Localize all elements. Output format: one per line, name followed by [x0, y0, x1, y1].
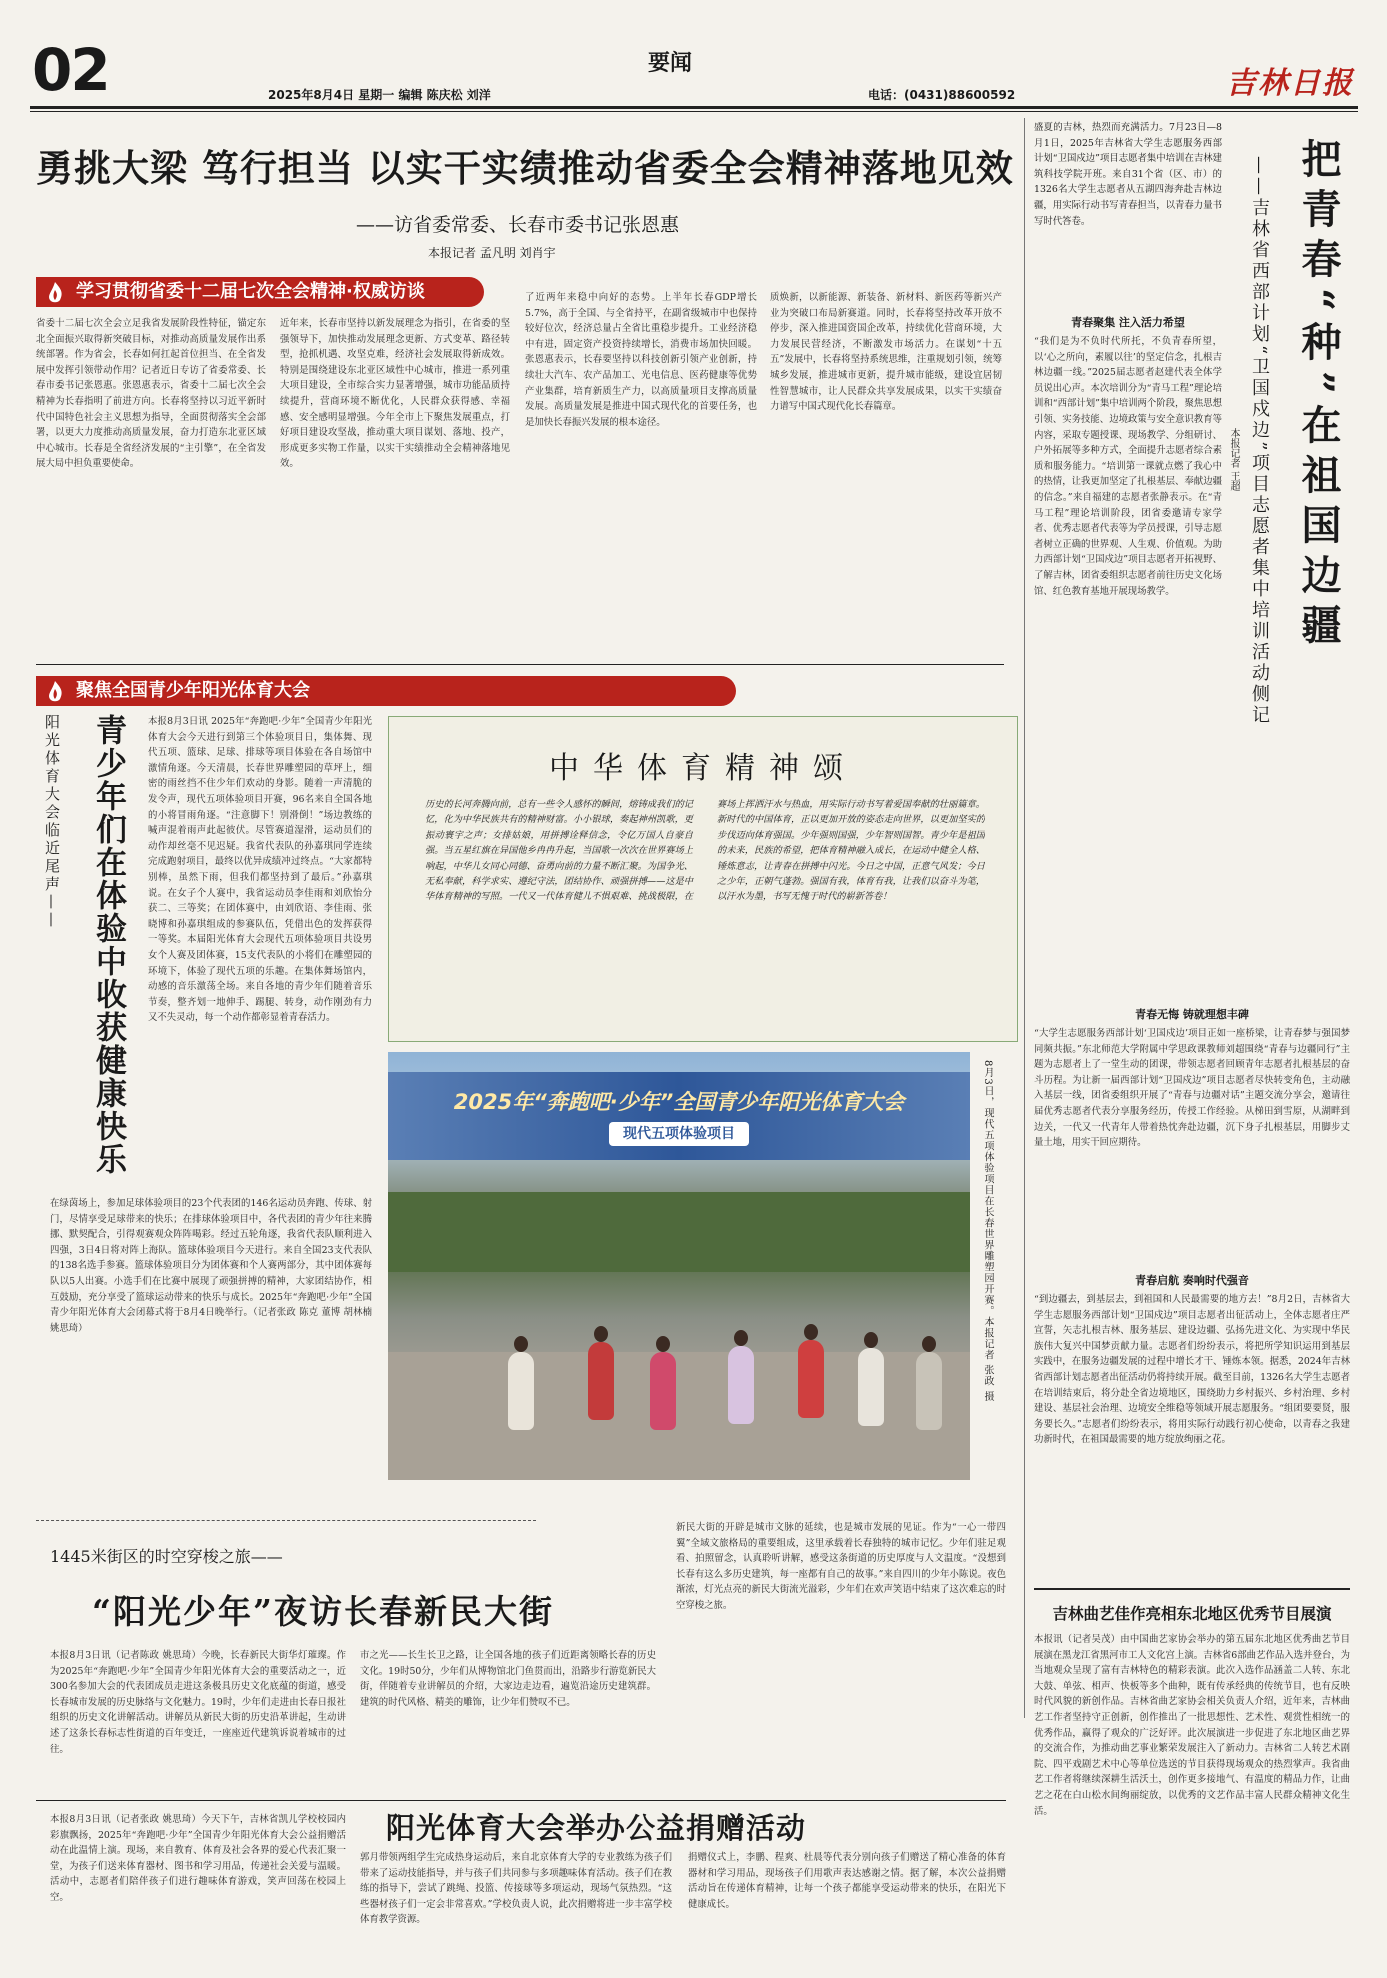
night-headline: “阳光少年”夜访长春新民大街: [92, 1592, 554, 1631]
charity-headline: 阳光体育大会举办公益捐赠活动: [386, 1811, 807, 1845]
photo-banner-sub: 现代五项体验项目: [609, 1122, 749, 1146]
charity-col-3: 捐赠仪式上，李鹏、程爽、杜晨等代表分别向孩子们赠送了精心准备的体育器材和学习用品，现场孩子们用歌声表达感谢之情。据了解，本次公益捐赠活动旨在传递体育精神，让每一个孩子都能享受运动带来的快乐，在阳光下健康成长。: [688, 1852, 1006, 1910]
right-column-divider: [1024, 118, 1025, 1718]
lead-byline: 本报记者 孟凡明 刘肖宇: [428, 246, 556, 260]
games-col-1: 本报8月3日讯 2025年“奔跑吧·少年”全国青少年阳光体育大会今天进行到第三个体验项目日，集体舞、现代五项、篮球、足球、排球等项目体验在各自场馆中激情角逐。今天清晨，长春世界雕塑园的草坪上，细密的雨丝挡不住少年们欢动的身影。随着一声清脆的发令声，现代五项体验项目开赛，96名来自全国各地的小将冒雨角逐。“注意脚下！别滑倒！”场边教练的喊声混着雨声此起彼伏。尽管赛道湿滑，运动员们的动作却丝毫不见迟疑。我省代表队的孙嘉琪同学连续完成跑射项目，最终以优异成绩冲过终点。“大家都特别棒，虽然下雨，但我们都坚持到了最后。”孙嘉琪说。在女子个人赛中，我省运动员李佳雨和刘欣怡分获二、三等奖；在团体赛中，由刘欣语、李佳雨、张晓博和孙嘉琪组成的参赛队伍，凭借出色的发挥获得一等奖。本届阳光体育大会现代五项体验项目共设男女个人赛及团体赛，15支代表队的小将们在雕塑园的环境下，体验了现代五项的乐趣。在集体舞场馆内，动感的音乐激荡全场。来自各地的青少年们随着音乐节奏，整齐划一地伸手、踢腿、转身，动作刚劲有力又不失灵动，每一个动作都彰显着青春活力。: [148, 716, 372, 1024]
poem-body: 历史的长河奔腾向前，总有一些令人感怀的瞬间，熔铸成我们的记忆，化为中华民族共有的精神财富。小小银球，奏起神州凯歌，更振动寰宇之声；女排姑娘，用拼搏诠释信念，令亿万国人自豪自强。当五星红旗在异国他乡冉冉升起，当国歌一次次在世界赛场上响起，中华儿女同心同德、奋勇向前的力量不断汇聚。为国争光、无私奉献，科学求实、遵纪守法，团结协作、顽强拼搏——这是中华体育精神的写照。一代又一代体育健儿不惧艰难、挑战极限，在赛场上挥洒汗水与热血，用实际行动书写着爱国奉献的壮丽篇章。新时代的中国体育，正以更加开放的姿态走向世界，以更加坚实的步伐迈向体育强国。少年强则国强，少年智则国智。青少年是祖国的未来，民族的希望，把体育精神融入成长，在运动中健全人格、锤炼意志，让青春在拼搏中闪光。今日之中国，正意气风发；今日之少年，正朝气蓬勃。强国有我，体育有我，让我们以奋斗为笔，以汗水为墨，书写无愧于时代的崭新答卷！: [425, 799, 985, 903]
right-heading-3: 青春启航 奏响时代强音: [1135, 1274, 1249, 1287]
lead-col-3: 了近两年来稳中向好的态势。上半年长春GDP增长5.7%，高于全国、与全省持平，在副省级城市中也保持较好位次，经济总量占全省比重稳步提升。工业经济稳中有进，固定资产投资持续增长，消费市场加快回暖。张恩惠表示，长春要坚持以科技创新引领产业创新，持续壮大汽车、农产品加工、光电信息、医药健康等优势产业集群，培育新质生产力，以高质量项目支撑高质量发展。高质量发展是推进中国式现代化的首要任务，也是加快长春振兴发展的根本途径。: [525, 292, 757, 428]
runner-figure: [588, 1342, 614, 1420]
lead-col-1: 省委十二届七次全会立足我省发展阶段性特征，锚定东北全面振兴取得新突破目标，对推动高质量发展作出系统部署。作为省会，长春如何扛起首位担当、在全省发展中发挥引领带动作用？记者近日专访了省委常委、长春市委书记张恩惠。张恩惠表示，省委十二届七次全会精神为长春指明了前进方向。长春将坚持以习近平新时代中国特色社会主义思想为指导，全面贯彻落实全会部署，以更大力度推动高质量发展，奋力打造东北亚区域中心城市。长春是全省经济发展的“主引擎”，在全省发展大局中担负重要使命。: [36, 318, 266, 470]
night-col-3: 新民大街的开辟是城市文脉的延续，也是城市发展的见证。作为“一心一带四翼”全域文旅格局的重要组成，这里承载着长春独特的城市记忆。少年们驻足观看、拍照留念，认真聆听讲解，感受这条街道的历史厚度与人文温度。“没想到长春有这么多历史建筑，每一座都有自己的故事。”来自四川的少年小陈说。夜色渐浓，灯光点亮的新民大街流光溢彩，少年们在欢声笑语中结束了这次难忘的时空穿梭之旅。: [676, 1522, 1006, 1611]
charity-col-2: 郭月带领两组学生完成热身运动后，来自北京体育大学的专业教练为孩子们带来了运动技能指导，并与孩子们共同参与多项趣味体育活动。孩子们在教练的指导下，尝试了跳绳、投篮、传接球等多项运动，现场气氛热烈。“这些器材孩子们一定会非常喜欢。”学校负责人说，此次捐赠将进一步丰富学校体育教学资源。: [360, 1852, 672, 1926]
photo-caption: 8月3日，现代五项体验项目在长春世界雕塑园开赛。本报记者 张政 摄: [982, 1060, 993, 1403]
runner-figure: [916, 1352, 942, 1430]
games-photo: [388, 1052, 970, 1480]
poem-title: 中华体育精神颂: [549, 751, 857, 786]
page-number: 02: [32, 36, 109, 104]
right-subhead: ——吉林省西部计划“卫国戍边”项目志愿者集中培训活动侧记: [1249, 156, 1270, 727]
games-kicker: 阳光体育大会临近尾声——: [43, 714, 61, 930]
photo-banner: [388, 1072, 970, 1160]
lead-headline: 勇挑大梁 笃行担当 以实干实绩推动省委全会精神落地见效: [36, 147, 1014, 190]
runner-figure: [728, 1346, 754, 1424]
night-col-2: 市之光——长生长卫之路，让全国各地的孩子们近距离领略长春的历史文化。19时50分，少年们从博物馆北门鱼贯而出，沿路步行游览新民大街，伴随着专业讲解员的介绍，大家边走边看，遍览沿途历史建筑群。建筑的时代风格、精美的雕饰，让少年们赞叹不已。: [360, 1650, 656, 1708]
opera-headline: 吉林曲艺佳作亮相东北地区优秀节目展演: [1052, 1605, 1332, 1623]
right-para-1: “我们是为不负时代所托，不负青春所望，以‘心之所向，素履以往’的坚定信念，扎根吉林边疆一线。”2025届志愿者赵建代表全体学员说出心声。本次培训分为“青马工程”理论培训和“西部计划”集中培训两个阶段，聚焦思想引领、实务技能、边境政策与安全意识教育等内容，采取专题授课、现场教学、分组研讨、户外拓展等多种方式，全面提升志愿者综合素质和服务能力。“培训第一课就点燃了我心中的热情，让我更加坚定了扎根基层、奉献边疆的信念。”来自福建的志愿者张静表示。在“青马工程”理论培训阶段，团省委邀请专家学者、优秀志愿者代表等为学员授课，引导志愿者树立正确的世界观、人生观、价值观。为助力西部计划“卫国戍边”项目志愿者开拓视野、了解吉林，团省委组织志愿者前往历史文化场馆、红色教育基地开展现场教学。: [1034, 336, 1222, 597]
lead-col-2: 近年来，长春市坚持以新发展理念为指引，在省委的坚强领导下，加快推动发展理念更新、方式变革、路径转型，抢抓机遇、攻坚克难，经济社会发展取得新成效。特别是围绕建设东北亚区域性中心城市，推进一系列重大项目建设，全市综合实力显著增强，城市功能品质持续提升，营商环境不断优化，人民群众获得感、幸福感、安全感明显增强。今年全市上下聚焦发展重点，打好项目建设攻坚战，推动重大项目谋划、落地、投产，形成更多实物工作量，以实干实绩推动全会精神落地见效。: [280, 318, 510, 470]
section-title: 要闻: [648, 51, 693, 76]
right-para-3: “到边疆去，到基层去，到祖国和人民最需要的地方去！”8月2日，吉林省大学生志愿服务西部计划“卫国戍边”项目志愿者出征活动上，全体志愿者庄严宣誓，矢志扎根吉林、服务基层、建设边疆、弘扬先进文化、为实现中华民族伟大复兴中国梦贡献力量。志愿者们纷纷表示，将把所学知识运用到基层实践中，在服务边疆发展的过程中增长才干、锤炼本领。据悉，2024年吉林省西部计划志愿者出征活动仍将持续开展。截至目前，1326名大学生志愿者在培训结束后，将分赴全省边境地区，围绕助力乡村振兴、乡村治理、乡村建设、基层社会治理、边境安全维稳等领域开展志愿服务。“组团要要贤，服务要长久。”志愿者们纷纷表示，将用实际行动践行初心使命，以青春之我建功新时代，在祖国最需要的地方绽放绚丽之花。: [1034, 1294, 1350, 1446]
right-para-2: “大学生志愿服务西部计划‘卫国戍边’项目正如一座桥梁，让青春梦与强国梦同频共振。”东北师范大学附属中学思政课教师刘超围绕“青春与边疆同行”主题为志愿者上了一堂生动的团课，带领志愿者回顾青年志愿者扎根基层的奋斗历程。为让新一届西部计划“卫国戍边”项目志愿者尽快转变角色，主动融入基层一线，团省委组织开展了“青春与边疆对话”主题交流分享会，邀请往届优秀志愿者代表分享服务经历，传授工作经验。从梯田到雪原，从湖畔到边关，一代又一代青年人带着热忱奔赴边疆，沉下身子扎根基层，用脚步丈量土地，用实干回应期待。: [1034, 1028, 1350, 1149]
lead-section-banner-text: 学习贯彻省委十二届七次全会精神·权威访谈: [76, 281, 425, 302]
games-section-banner-text: 聚焦全国青少年阳光体育大会: [76, 680, 310, 701]
phone-line: 电话：(0431)88600592: [868, 88, 1016, 102]
night-col-1: 本报8月3日讯（记者陈政 姚思琦）今晚，长春新民大街华灯璀璨。作为2025年“奔跑吧·少年”全国青少年阳光体育大会的重要活动之一，近300名参加大会的代表团成员走进这条极具历史文化底蕴的街道，感受长春城市发展的历史脉络与文化魅力。19时，少年们走进由长春日报社组织的历史文化讲解活动。讲解员从新民大街的历史沿革讲起，生动讲述了这条长春标志性街道的百年变迁，一座座近代建筑诉说着城市的过往。: [50, 1650, 346, 1755]
opera-box: [1034, 1588, 1350, 1948]
poem-box: [388, 716, 1018, 1042]
games-col-2: 在绿茵场上，参加足球体验项目的23个代表团的146名运动员奔跑、传球、射门，尽情享受足球带来的快乐；在排球体验项目中，各代表团的青少年往来腾挪、默契配合，引得观赛观众阵阵喝彩。经过五轮角逐，我省代表队顺利进入四强，3日4日将对阵上海队。篮球体验项目今天进行。来自全国23支代表队的138名选手参赛。篮球体验项目分为团体赛和个人赛两部分，其中团体赛每队以5人出赛。小选手们在比赛中展现了顽强拼搏的精神，大家团结协作，相互鼓励，充分享受了篮球运动带来的快乐与成长。2025年“奔跑吧·少年”全国青少年阳光体育大会闭幕式将于8月4日晚举行。（记者张政 陈克 董博 胡林楠 姚思琦）: [50, 1198, 372, 1334]
right-heading-1: 青春聚集 注入活力希望: [1071, 316, 1185, 329]
masthead-rule: [30, 106, 1358, 109]
right-headline: 把青春“种”在祖国边疆: [1295, 138, 1342, 655]
runner-figure: [798, 1340, 824, 1418]
right-heading-2: 青春无悔 铸就理想丰碑: [1135, 1008, 1249, 1021]
opera-body: 本报讯（记者吴茂）由中国曲艺家协会举办的第五届东北地区优秀曲艺节目展演在黑龙江省黑河市工人文化宫上演。吉林省6部曲艺作品入选并登台，为当地观众呈现了富有吉林特色的精彩表演。此次入选作品涵盖二人转、东北大鼓、单弦、相声、快板等多个曲种，既有传承经典的传统节目，也有反映时代风貌的新创作品。吉林省曲艺家协会相关负责人介绍，近年来，吉林曲艺工作者坚持守正创新，创作推出了一批思想性、艺术性、观赏性相统一的优秀作品，赢得了观众的广泛好评。此次展演进一步促进了东北地区曲艺界的交流合作，为推动曲艺事业繁荣发展注入了新动力。吉林省二人转艺术剧院、四平戏剧艺术中心等单位选送的节目获得现场观众的热烈掌声。我省曲艺工作者将继续深耕生活沃土，创作更多接地气、有温度的精品力作，让曲艺之花在白山松水间绚丽绽放，以优秀的文艺作品丰富人民群众精神文化生活。: [1034, 1634, 1350, 1817]
right-intro: 盛夏的吉林，热烈而充满活力。7月23日—8月1日，2025年吉林省大学生志愿服务西部计划“卫国戍边”项目志愿者集中培训在吉林建筑科技学院开班。来自31个省（区、市）的1326名大学生志愿者从五湖四海奔赴吉林边疆，用实际行动书写青春担当，以青春力量书写时代答卷。: [1034, 122, 1222, 227]
photo-trees: [388, 1192, 970, 1272]
lead-subtitle: ——访省委常委、长春市委书记张恩惠: [356, 214, 680, 236]
newspaper-logo: 吉林日报: [1226, 66, 1354, 101]
runner-figure: [858, 1348, 884, 1426]
lead-bottom-rule: [36, 664, 1004, 665]
lead-col-4: 质焕新，以新能源、新装备、新材料、新医药等新兴产业为突破口布局新赛道。同时，长春将坚持改革开放不停步，深入推进国资国企改革，持续优化营商环境，大力发展民营经济，不断激发市场活力。在谋划“十五五”发展中，长春将坚持系统思维，注重规划引领，统筹城乡发展，推进城市更新，提升城市能级，建设宜居韧性智慧城市，让人民群众共享发展成果，以实干实绩奋力谱写中国式现代化长春篇章。: [770, 292, 1002, 413]
games-headline: 青少年们在体验中收获健康快乐: [90, 714, 126, 1176]
photo-banner-text: 2025年“奔跑吧·少年”全国青少年阳光体育大会: [453, 1090, 905, 1114]
lead-section-banner: [36, 277, 484, 307]
right-byline: 本报记者 王超: [1228, 428, 1239, 492]
runner-figure: [650, 1352, 676, 1430]
charity-col-1: 本报8月3日讯（记者张政 姚思琦）今天下午，吉林省凯儿学校校园内彩旗飘扬，2025年“奔跑吧·少年”全国青少年阳光体育大会公益捐赠活动在此温情上演。现场，来自教育、体育及社会各界的爱心代表汇聚一堂，为孩子们送来体育器材、图书和学习用品，传递社会关爱与温暖。活动中，志愿者们陪伴孩子们进行趣味体育游戏，笑声回荡在校园上空。: [50, 1814, 346, 1903]
games-section-banner: [36, 676, 736, 706]
games-bottom-rule: [36, 1520, 536, 1521]
night-bottom-rule: [36, 1800, 1006, 1801]
date-line: 2025年8月4日 星期一 编辑 陈庆松 刘洋: [268, 88, 491, 102]
night-kicker: 1445米街区的时空穿梭之旅——: [50, 1547, 283, 1566]
runner-figure: [508, 1352, 534, 1430]
masthead-rule-thin: [30, 111, 1358, 112]
